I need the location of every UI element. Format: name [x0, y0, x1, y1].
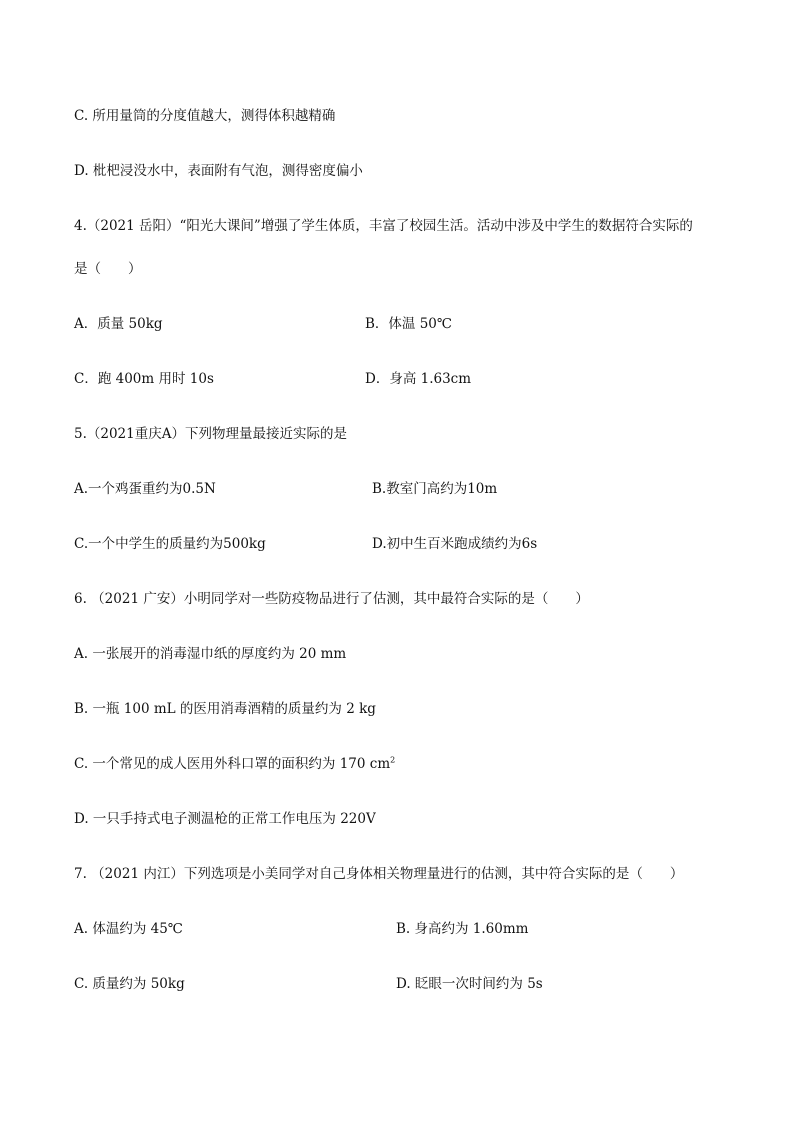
q4-stem-line2: 是（ ）	[74, 261, 142, 277]
q3-option-c: C. 所用量筒的分度值越大，测得体积越精确	[74, 108, 336, 124]
q7-option-b: B. 身高约为 1.60mm	[396, 921, 529, 937]
q7-option-d: D. 眨眼一次时间约为 5s	[396, 976, 543, 992]
q4-option-d: D．身高 1.63cm	[365, 371, 472, 387]
q7-option-c: C. 质量约为 50kg	[74, 976, 185, 992]
q4-option-b: B．体温 50℃	[365, 316, 452, 332]
q7-option-a: A. 体温约为 45℃	[74, 921, 183, 937]
q5-option-d: D.初中生百米跑成绩约为6s	[372, 536, 538, 552]
q4-option-c: C．跑 400m 用时 10s	[74, 371, 214, 387]
q6-option-b: B. 一瓶 100 mL 的医用消毒酒精的质量约为 2 kg	[74, 701, 376, 717]
q4-option-a: A．质量 50kg	[74, 316, 163, 332]
q6-option-c-superscript: 2	[390, 755, 396, 765]
q3-option-d: D. 枇杷浸没水中，表面附有气泡，测得密度偏小	[74, 163, 363, 179]
q5-option-a: A.一个鸡蛋重约为0.5N	[74, 481, 216, 497]
q7-stem: 7. （2021 内江）下列选项是小美同学对自己身体相关物理量进行的估测，其中符合实际的是（ ）	[74, 866, 684, 882]
q5-option-c: C.一个中学生的质量约为500kg	[74, 536, 266, 552]
q6-option-d: D. 一只手持式电子测温枪的正常工作电压为 220V	[74, 811, 376, 827]
q6-option-a: A. 一张展开的消毒湿巾纸的厚度约为 20 mm	[74, 646, 347, 662]
q6-stem: 6. （2021 广安）小明同学对一些防疫物品进行了估测，其中最符合实际的是（ ）	[74, 591, 589, 607]
q5-stem: 5.（2021重庆A）下列物理量最接近实际的是	[74, 426, 347, 442]
q6-option-c-text: C. 一个常见的成人医用外科口罩的面积约为 170 cm	[74, 756, 391, 772]
q5-option-b: B.教室门高约为10m	[372, 481, 498, 497]
q6-option-c	[74, 755, 395, 773]
q4-stem-line1: 4.（2021 岳阳）“阳光大课间”增强了学生体质，丰富了校园生活。活动中涉及中学生的数据符合实际的	[74, 218, 693, 234]
